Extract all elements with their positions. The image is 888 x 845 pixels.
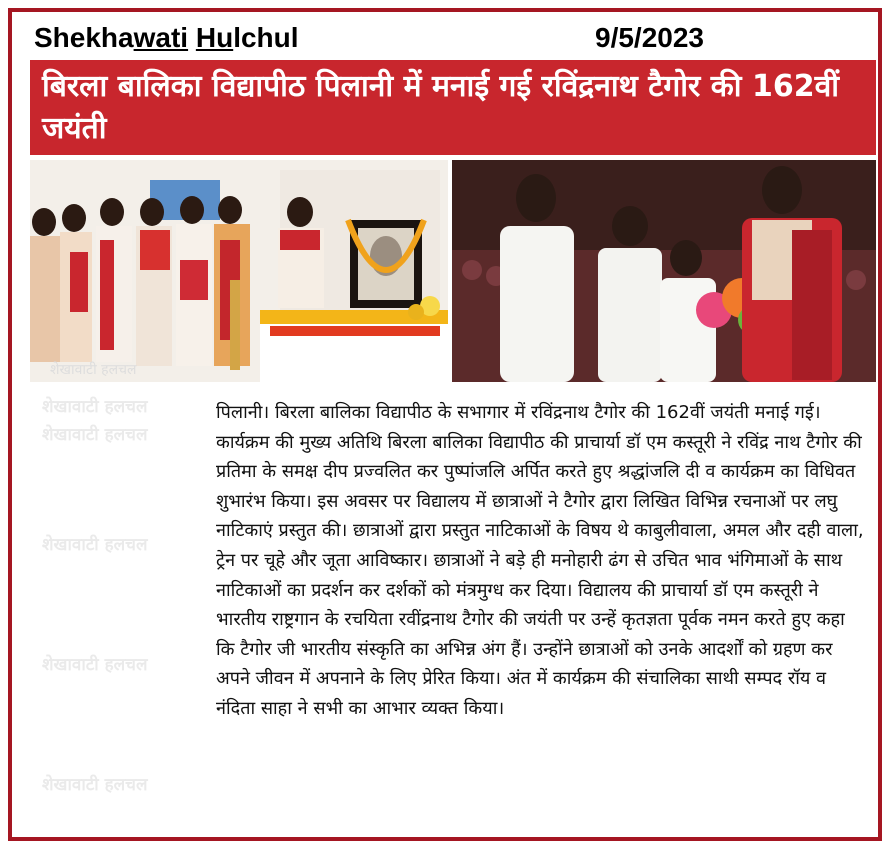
publication-name-part: [188, 22, 196, 53]
publication-date: 9/5/2023: [595, 22, 704, 53]
headline-banner: [30, 60, 876, 155]
masthead: [30, 22, 870, 62]
watermark: शेखावाटी हलचल: [42, 775, 148, 795]
students-bouquet-photo: [452, 160, 876, 382]
watermark: शेखावाटी हलचल: [42, 397, 148, 417]
publication-name-part: Hu: [195, 22, 234, 53]
watermark: शेखावाटी हलचल: [42, 535, 148, 555]
publication-name-part: lchul: [233, 22, 299, 53]
watermark: शेखावाटी हलचल: [42, 655, 148, 675]
watermark: शेखावाटी हलचल: [42, 425, 148, 445]
publication-name-part: Shekha: [34, 22, 134, 53]
publication-name: [34, 22, 299, 54]
tribute-ceremony-photo: [30, 160, 448, 382]
headline: बिरला बालिका विद्यापीठ पिलानी में मनाई गई रविंद्रनाथ टैगोर की 162वीं जयंती: [42, 69, 840, 146]
photo-watermark: शेखावाटी हलचल: [50, 362, 137, 378]
article-body: पिलानी। बिरला बालिका विद्यापीठ के सभागार में रविंद्रनाथ टैगोर की 162वीं जयंती मनाई गई। कार्यक्रम की मुख्य अतिथि बिरला बालिका विद्यापीठ की प्राचार्या डॉ एम कस्तूरी ने रविंद्र नाथ टैगोर की प्रतिमा के समक्ष दीप प्रज्वलित कर पुष्पांजलि अर्पित करते हुए श्रद्धांजलि दी व कार्यक्रम का विधिवत शुभारंभ किया। इस अवसर पर विद्यालय में छात्राओं ने टैगोर द्वारा लिखित विभिन्न रचनाओं पर लघु नाटिकाएं प्रस्तुत की। छात्राओं द्वारा प्रस्तुत नाटिकाओं के विषय थे काबुलीवाला, अमल और दही वाला, ट्रेन पर चूहे और जूता आविष्कार। छात्राओं ने बड़े ही मनोहारी ढंग से उचित भाव भंगिमाओं के साथ नाटिकाओं का प्रदर्शन कर दर्शकों को मंत्रमुग्ध कर दिया। विद्यालय की प्राचार्या डॉ एम कस्तूरी ने भारतीय राष्ट्रगान के रचयिता रवींद्रनाथ टैगोर की जयंती पर उन्हें कृतज्ञता पूर्वक नमन करते हुए कहा कि टैगोर जी भारतीय संस्कृति का अभिन्न अंग हैं। उन्होंने छात्राओं को उनके आदर्शों को ग्रहण कर अपने जीवन में अपनाने के लिए प्रेरित किया। अंत में कार्यक्रम की संचालिका साथी सम्पद रॉय व नंदिता साहा ने सभी का आभार व्यक्त किया।: [216, 402, 864, 719]
publication-name-part: wati: [133, 22, 189, 53]
news-clipping-frame: [8, 8, 882, 841]
